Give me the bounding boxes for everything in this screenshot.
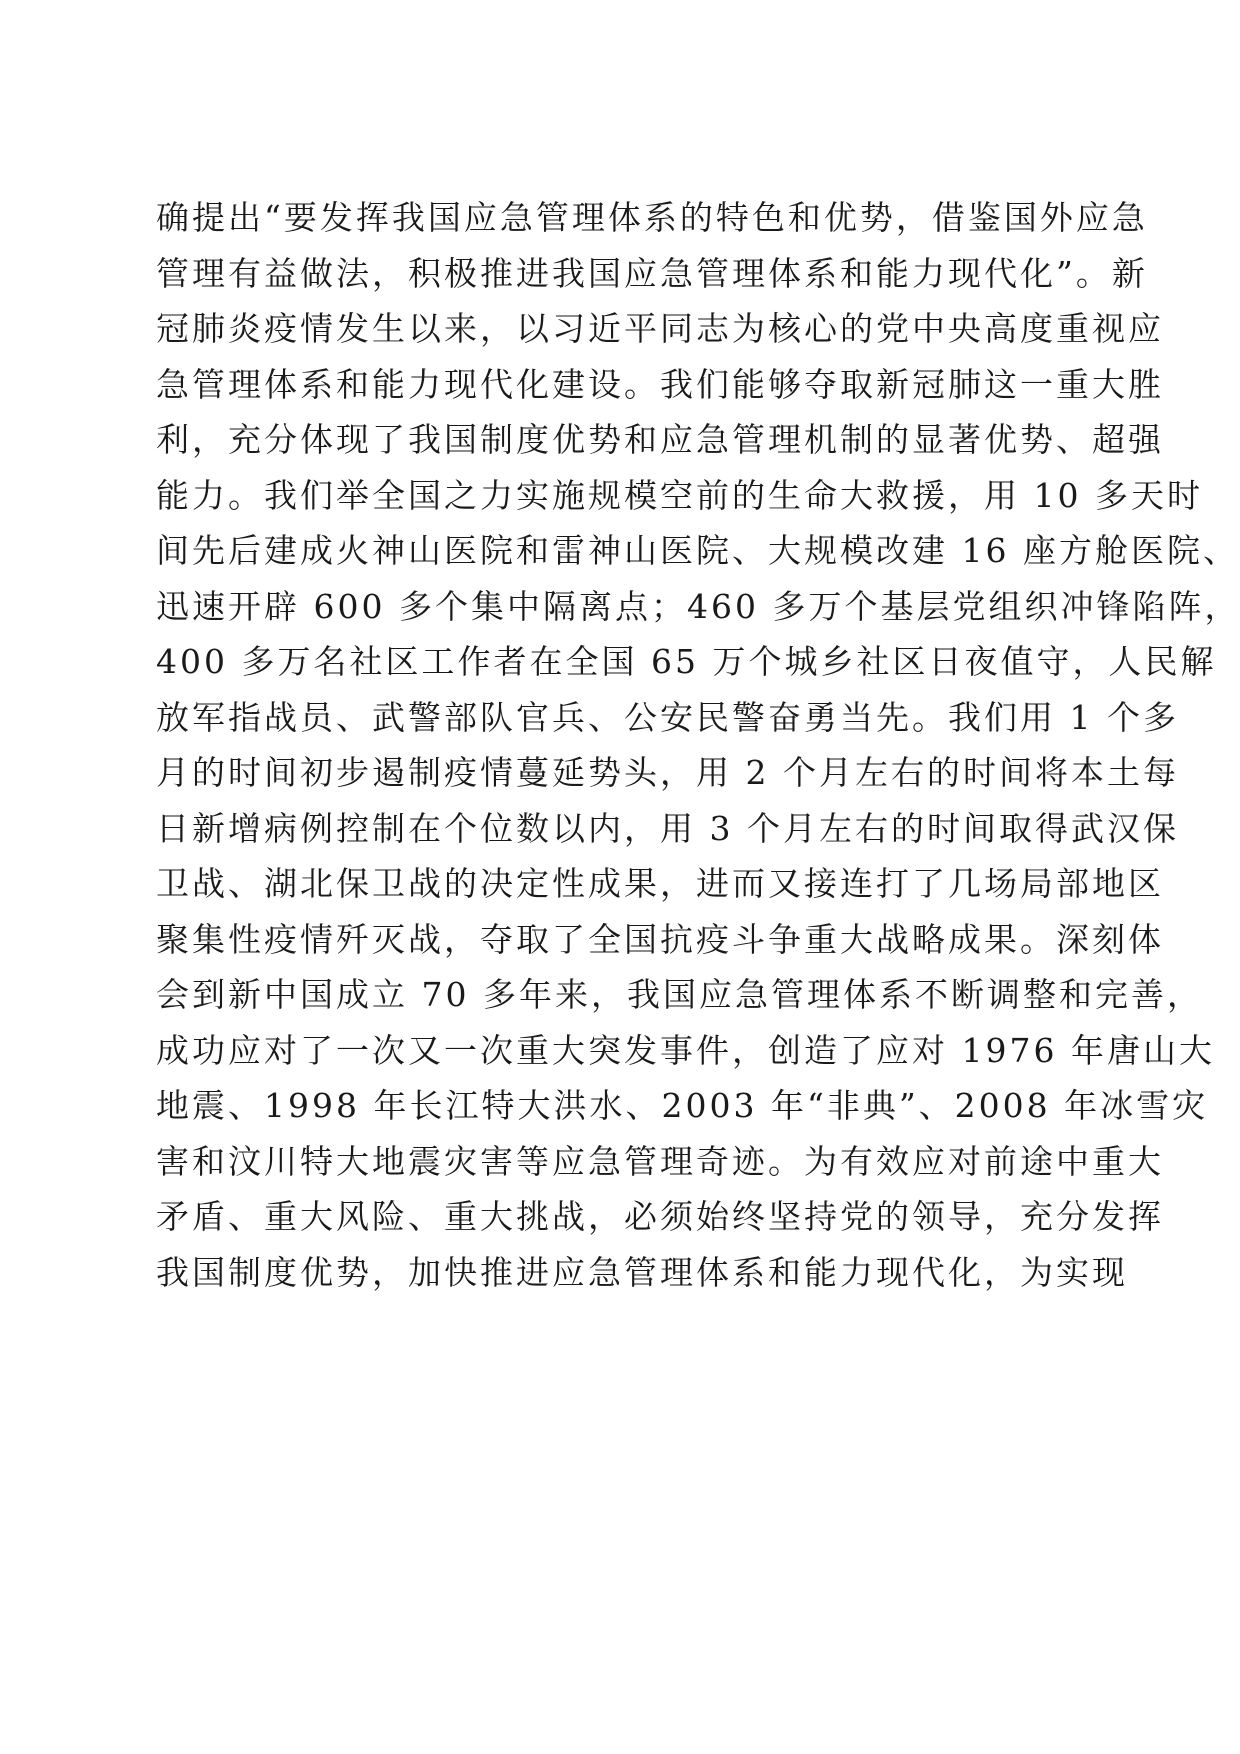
text-line: 冠肺炎疫情发生以来，以习近平同志为核心的党中央高度重视应 bbox=[156, 309, 1164, 348]
text-line: 害和汶川特大地震灾害等应急管理奇迹。为有效应对前途中重大 bbox=[156, 1141, 1164, 1181]
text-line: 管理有益做法，积极推进我国应急管理体系和能力现代化”。新 bbox=[156, 253, 1148, 293]
text-line: 聚集性疫情歼灭战，夺取了全国抗疫斗争重大战略成果。深刻体 bbox=[156, 919, 1164, 959]
text-line: 能力。我们举全国之力实施规模空前的生命大救援，用 10 多天时 bbox=[156, 475, 1203, 515]
text-line: 成功应对了一次又一次重大突发事件，创造了应对 1976 年唐山大 bbox=[156, 1030, 1215, 1070]
text-line: 急管理体系和能力现代化建设。我们能够夺取新冠肺这一重大胜 bbox=[156, 364, 1164, 404]
text-line: 月的时间初步遏制疫情蔓延势头，用 2 个月左右的时间将本土每 bbox=[156, 753, 1179, 792]
text-line: 会到新中国成立 70 多年来，我国应急管理体系不断调整和完善， bbox=[156, 975, 1203, 1014]
text-line: 放军指战员、武警部队官兵、公安民警奋勇当先。我们用 1 个多 bbox=[156, 697, 1179, 737]
text-line: 间先后建成火神山医院和雷神山医院、大规模改建 16 座方舱医院、 bbox=[156, 531, 1239, 570]
text-line: 卫战、湖北保卫战的决定性成果，进而又接连打了几场局部地区 bbox=[156, 864, 1164, 903]
text-line: 日新增病例控制在个位数以内，用 3 个月左右的时间取得武汉保 bbox=[156, 808, 1179, 848]
text-line: 我国制度优势，加快推进应急管理体系和能力现代化，为实现 bbox=[156, 1252, 1128, 1292]
text-line: 确提出“要发挥我国应急管理体系的特色和优势，借鉴国外应急 bbox=[156, 198, 1148, 237]
body-text bbox=[156, 190, 1240, 1300]
text-line: 矛盾、重大风险、重大挑战，必须始终坚持党的领导，充分发挥 bbox=[156, 1197, 1164, 1236]
text-line: 利，充分体现了我国制度优势和应急管理机制的显著优势、超强 bbox=[156, 420, 1164, 459]
text-line: 迅速开辟 600 多个集中隔离点；460 多万个基层党组织冲锋陷阵， bbox=[156, 586, 1240, 626]
text-line: 400 多万名社区工作者在全国 65 万个城乡社区日夜值守，人民解 bbox=[156, 642, 1217, 681]
text-line: 地震、1998 年长江特大洪水、2003 年“非典”、2008 年冰雪灾 bbox=[156, 1086, 1209, 1125]
